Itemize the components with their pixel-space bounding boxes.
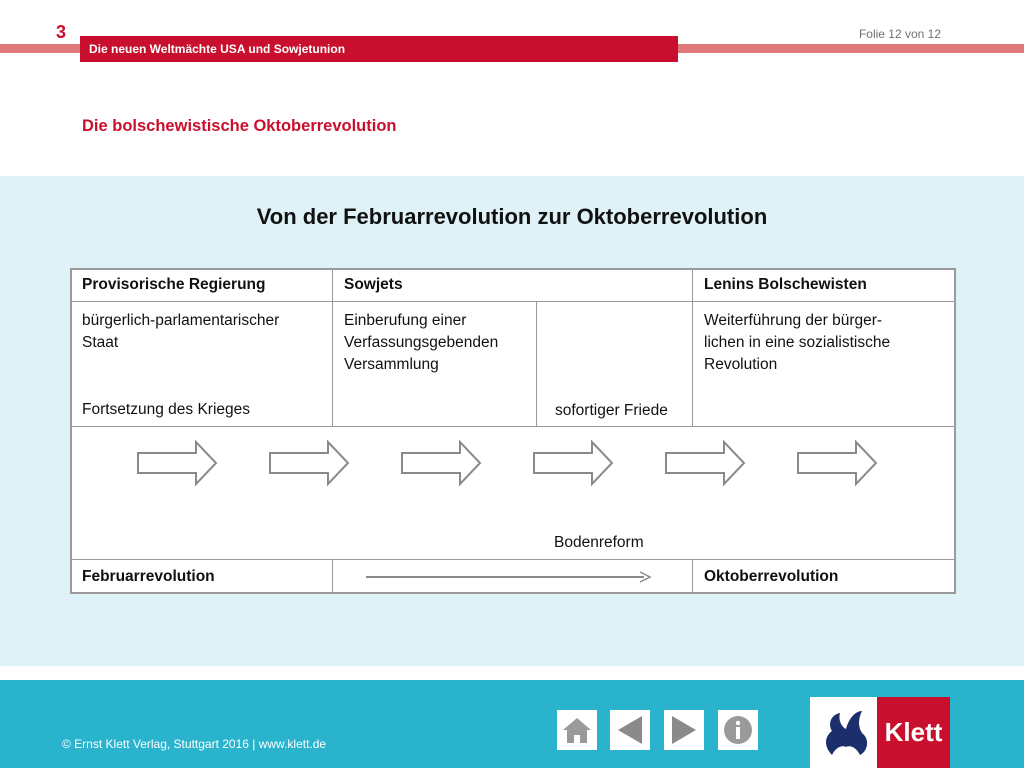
slide-subtitle: Die bolschewistische Oktoberrevolution <box>82 117 397 135</box>
info-icon <box>718 710 758 750</box>
bolsheviks-goal: Weiterführung der bürger- lichen in eine sozialistische Revolution <box>704 312 891 373</box>
land-reform: Bodenreform <box>554 534 644 551</box>
klett-emblem-icon <box>818 703 874 763</box>
klett-logo-text: Klett <box>877 697 950 768</box>
column-header-bolsheviks: Lenins Bolschewisten <box>704 276 867 293</box>
transition-arrow-icon <box>138 442 216 484</box>
forward-button[interactable] <box>664 710 704 750</box>
chapter-number: 3 <box>56 22 67 42</box>
home-button[interactable] <box>557 710 597 750</box>
transition-arrow-icon <box>534 442 612 484</box>
end-october-revolution: Oktoberrevolution <box>704 568 839 585</box>
provisional-government-state: bürgerlich-parlamentarischer Staat <box>82 312 280 351</box>
table-rule <box>332 268 333 426</box>
timeline-arrow <box>332 560 692 592</box>
table-border-bottom <box>70 592 956 594</box>
forward-arrow-icon <box>664 710 704 750</box>
copyright: © Ernst Klett Verlag, Stuttgart 2016 | www.klett.de <box>62 737 327 751</box>
transition-arrow-icon <box>402 442 480 484</box>
table-rule <box>692 559 693 594</box>
info-button[interactable] <box>718 710 758 750</box>
soviets-assembly: Einberufung einer Verfassungsgebenden Versammlung <box>344 312 499 373</box>
soviets-peace: sofortiger Friede <box>555 402 668 419</box>
back-button[interactable] <box>610 710 650 750</box>
slide-counter: Folie 12 von 12 <box>858 27 941 41</box>
provisional-government-war: Fortsetzung des Krieges <box>82 401 251 418</box>
table-rule <box>692 268 693 426</box>
start-february-revolution: Februarrevolution <box>82 568 215 585</box>
transition-arrow-icon <box>798 442 876 484</box>
back-arrow-icon <box>610 710 650 750</box>
chapter-banner: Die neuen Weltmächte USA und Sowjetunion <box>80 36 678 62</box>
diagram-title: Von der Februarrevolution zur Oktoberrevolution <box>256 204 768 229</box>
column-header-provisional-government: Provisorische Regierung <box>82 276 266 293</box>
transition-arrow-icon <box>666 442 744 484</box>
transition-arrows <box>70 427 956 559</box>
table-border-top <box>70 268 956 270</box>
table-rule <box>70 301 956 302</box>
table-rule <box>536 301 537 426</box>
footer-separator <box>0 666 1024 680</box>
home-icon <box>557 710 597 750</box>
column-header-soviets: Sowjets <box>344 276 403 293</box>
revolution-table <box>70 268 956 594</box>
transition-arrow-icon <box>270 442 348 484</box>
